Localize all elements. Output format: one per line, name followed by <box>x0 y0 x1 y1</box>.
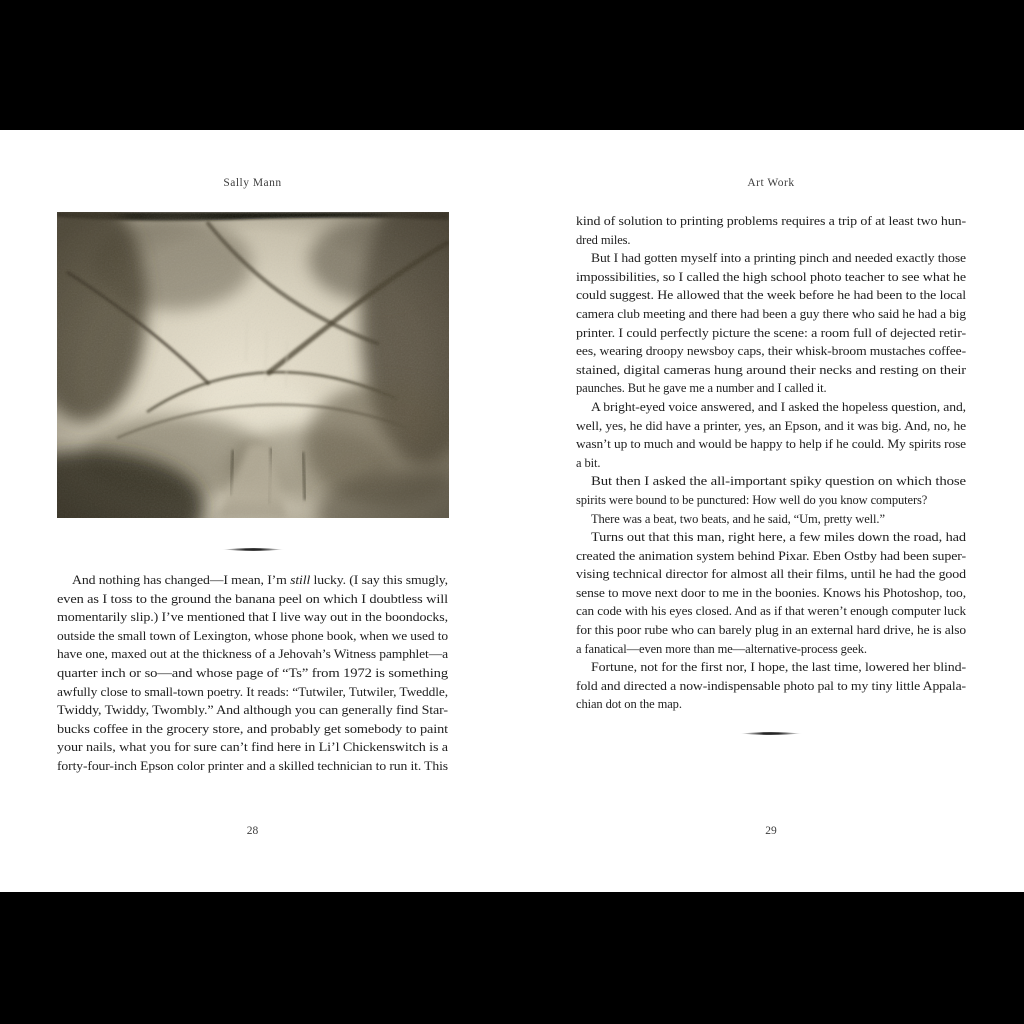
body-text-line: wasn’t up to much and would be happy to help if he could. My spirits rose <box>576 437 966 452</box>
section-divider-ornament <box>576 730 966 737</box>
body-text-line: camera club meeting and there had been a guy there who said he had a big <box>576 306 966 321</box>
body-text-line <box>57 571 448 590</box>
photograph <box>57 212 449 518</box>
right-page <box>576 130 966 892</box>
body-text-line: paunches. But he gave me a number and I called it. <box>576 381 827 396</box>
running-header-title: Art Work <box>747 177 795 189</box>
body-text-line: have one, maxed out at the thickness of a Jehovah’s Witness pamphlet—a <box>57 647 448 662</box>
body-text-line: awfully close to small-town poetry. It reads: “Tutwiler, Tutwiler, Tweddle, <box>57 684 448 699</box>
body-text-line: impossibilities, so I called the high school photo teacher to see what he <box>576 269 966 284</box>
body-text-line: But then I asked the all-important spiky question on which those <box>591 474 966 489</box>
page-number: 29 <box>765 825 777 837</box>
body-text-line: momentarily slip.) I’ve mentioned that I live way out in the boondocks, <box>57 610 448 625</box>
body-text-line: spirits were bound to be punctured: How well do you know computers? <box>576 492 928 507</box>
body-text-line: chian dot on the map. <box>576 697 682 712</box>
body-text-line: sense to move next door to me in the boonies. Knows his Photoshop, too, <box>576 585 966 600</box>
body-text-line: Turns out that this man, right here, a few miles down the road, had <box>591 530 966 545</box>
body-text-line: vising technical director for almost all their films, until he had the good <box>576 567 966 582</box>
body-text-line: a bit. <box>576 455 601 470</box>
body-text-line: well, yes, he did have a printer, yes, an Epson, and it was big. And, no, he <box>576 418 966 433</box>
page-number: 28 <box>246 825 259 837</box>
body-text-line: There was a beat, two beats, and he said, “Um, pretty well.” <box>591 511 885 526</box>
body-text-line: kind of solution to printing problems requires a trip of at least two hun- <box>576 214 966 228</box>
body-text-line: quarter inch or so—and whose page of “Ts” from 1972 is something <box>57 665 448 680</box>
body-text-line: fold and directed a now-indispensable photo pal to my tiny little Appala- <box>576 678 966 693</box>
line-text: And nothing has changed—I mean, I’m <box>72 573 291 587</box>
body-text-line: Fortune, not for the first nor, I hope, the last time, lowered her blind- <box>591 660 966 675</box>
body-text-line: even as I toss to the ground the banana peel on which I doubtless will <box>57 591 448 606</box>
left-page <box>57 130 448 892</box>
body-text-right <box>576 212 966 714</box>
tapered-rule-icon <box>739 730 803 737</box>
body-text-line: bucks coffee in the grocery store, and probably get somebody to paint <box>57 721 448 736</box>
body-text-line: outside the small town of Lexington, whose phone book, when we used to <box>57 628 448 643</box>
italic-word: still <box>290 573 311 587</box>
body-text-line: created the animation system behind Pixar. Eben Ostby had been super- <box>576 548 966 563</box>
line-text: lucky. (I say this smugly, <box>310 573 449 587</box>
body-text-line: But I had gotten myself into a printing pinch and needed exactly those <box>591 251 966 266</box>
body-text-left <box>57 571 448 776</box>
body-text-line: could suggest. He allowed that the week before he had been to the local <box>576 288 966 303</box>
tapered-rule-icon <box>221 546 285 553</box>
body-text-line: A bright-eyed voice answered, and I asked the hopeless question, and, <box>591 399 966 414</box>
running-header-author: Sally Mann <box>223 177 282 189</box>
bottom-letterbox-bar <box>0 892 1024 1024</box>
body-text-line: can code with his eyes closed. And as if that weren’t enough computer luck <box>576 604 966 619</box>
body-text-line: ees, wearing droopy newsboy caps, their whisk-broom mustaches coffee- <box>576 344 966 359</box>
body-text-line: a fanatical—even more than me—alternative-process geek. <box>576 641 867 656</box>
body-text-line: your nails, what you for sure can’t find here in Li’l Chickenswitch is a <box>57 740 448 755</box>
body-text-line: for this poor rube who can barely plug in an external hard drive, he is also <box>576 623 966 638</box>
top-letterbox-bar <box>0 0 1024 130</box>
open-book-spread <box>0 130 1024 892</box>
body-text-line: Twiddy, Twiddy, Twombly.” And although you can generally find Star- <box>57 703 448 718</box>
body-text-line: stained, digital cameras hung around their necks and resting on their <box>576 362 966 377</box>
section-divider-ornament <box>57 546 448 553</box>
body-text-line: printer. I could perfectly picture the scene: a room full of dejected retir- <box>576 325 966 340</box>
body-text-line: dred miles. <box>576 232 631 247</box>
body-text-line: forty-four-inch Epson color printer and a skilled technician to run it. This <box>57 758 449 773</box>
